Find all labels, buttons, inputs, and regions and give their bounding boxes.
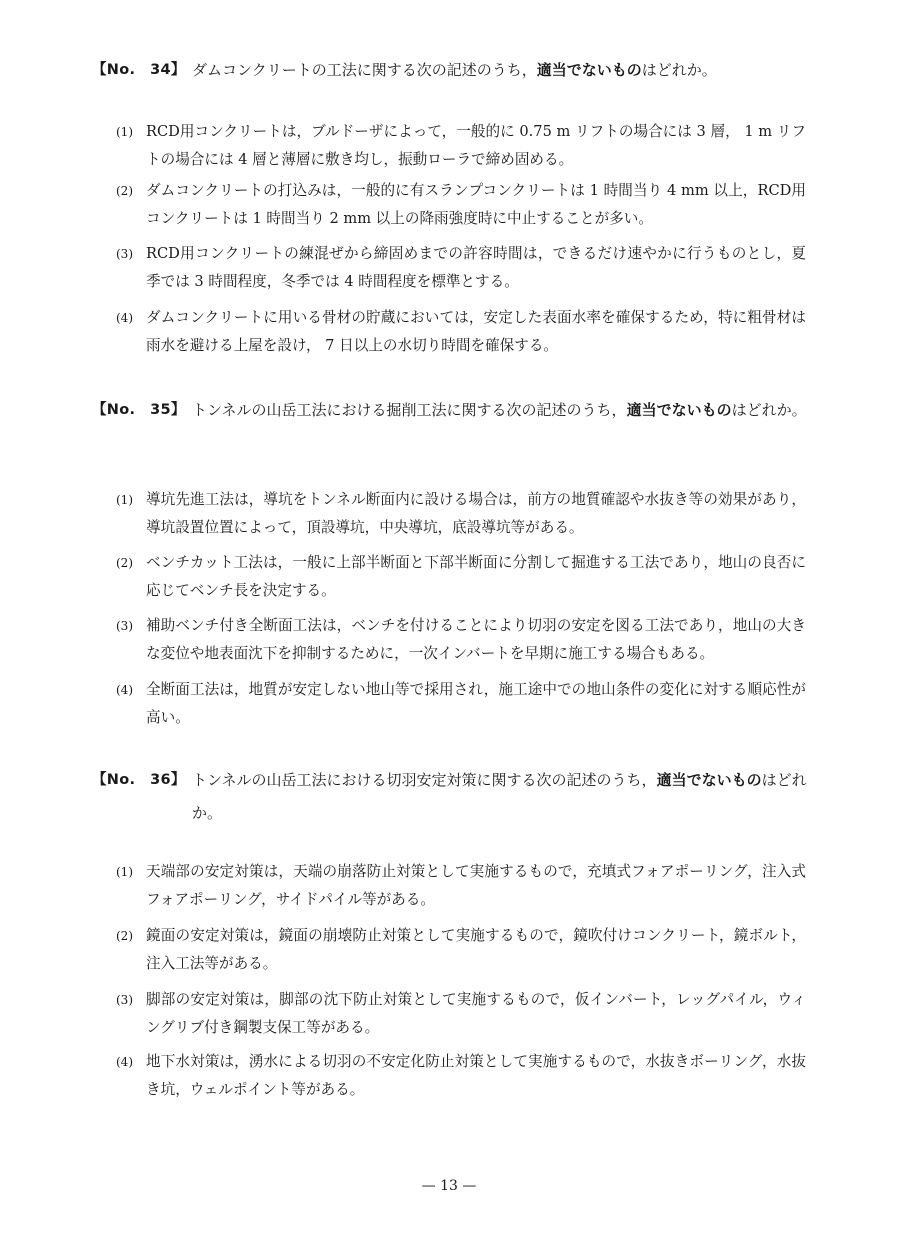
question-number: 【No. 35】 <box>92 402 186 418</box>
emphasis-text: 適当でないもの <box>626 401 732 419</box>
emphasis-text: 適当でないもの <box>656 771 762 789</box>
emphasis-text: 適当でないもの <box>536 61 642 79</box>
question-prompt: トンネルの山岳工法における切羽安定対策に関する次の記述のうち，適当でないものはどれか。 <box>192 771 807 822</box>
question-prompt: トンネルの山岳工法における掘削工法に関する次の記述のうち，適当でないものはどれか。 <box>192 401 807 419</box>
question-prompt: ダムコンクリートの工法に関する次の記述のうち，適当でないものはどれか。 <box>192 61 717 79</box>
page-number: — 13 — <box>421 1178 477 1194</box>
question-number: 【No. 34】 <box>92 62 186 78</box>
question-number: 【No. 36】 <box>92 772 186 788</box>
